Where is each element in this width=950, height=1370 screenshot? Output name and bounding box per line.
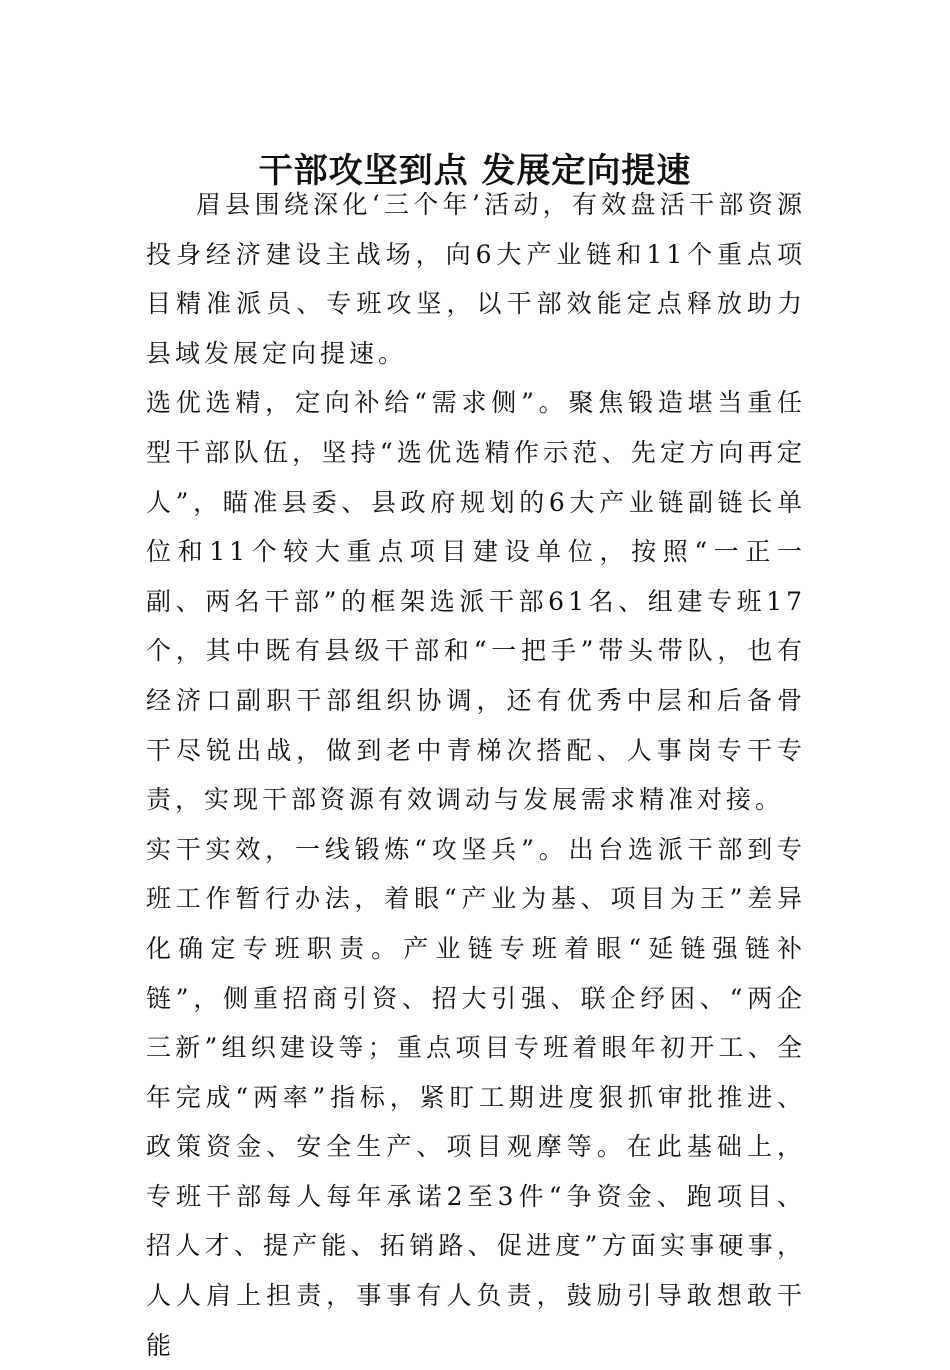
- document-body: [146, 180, 806, 1370]
- paragraph-intro: 眉县围绕深化‘三个年’活动，有效盘活干部资源投身经济建设主战场，向6大产业链和11个重点项目精准派员、专班攻坚，以干部效能定点释放助力县域发展定向提速。: [146, 190, 806, 368]
- document-title: 干部攻坚到点 发展定向提速: [258, 150, 692, 191]
- paragraph-practice: 实干实效，一线锻炼“攻坚兵”。出台选派干部到专班工作暂行办法，着眼“产业为基、项目为王”差异化确定专班职责。产业链专班着眼“延链强链补链”，侧重招商引资、招大引强、联企纾困、“两企三新”组织建设等；重点项目专班着眼年初开工、全年完成“两率”指标，紧盯工期进度狠抓审批推进、政策资金、安全生产、项目观摩等。在此基础上，专班干部每人每年承诺2至3件“争资金、跑项目、招人才、提产能、拓销路、促进度”方面实事硬事，人人肩上担责，事事有人负责，鼓励引导敢想敢干能: [146, 834, 806, 1360]
- paragraph-selection: 选优选精，定向补给“需求侧”。聚焦锻造堪当重任型干部队伍，坚持“选优选精作示范、先定方向再定人”，瞄准县委、县政府规划的6大产业链副链长单位和11个较大重点项目建设单位，按照“一正一副、两名干部”的框架选派干部61名、组建专班17个，其中既有县级干部和“一把手”带头带队，也有经济口副职干部组织协调，还有优秀中层和后备骨干尽锐出战，做到老中青梯次搭配、人事岗专干专责，实现干部资源有效调动与发展需求精准对接。: [146, 388, 806, 815]
